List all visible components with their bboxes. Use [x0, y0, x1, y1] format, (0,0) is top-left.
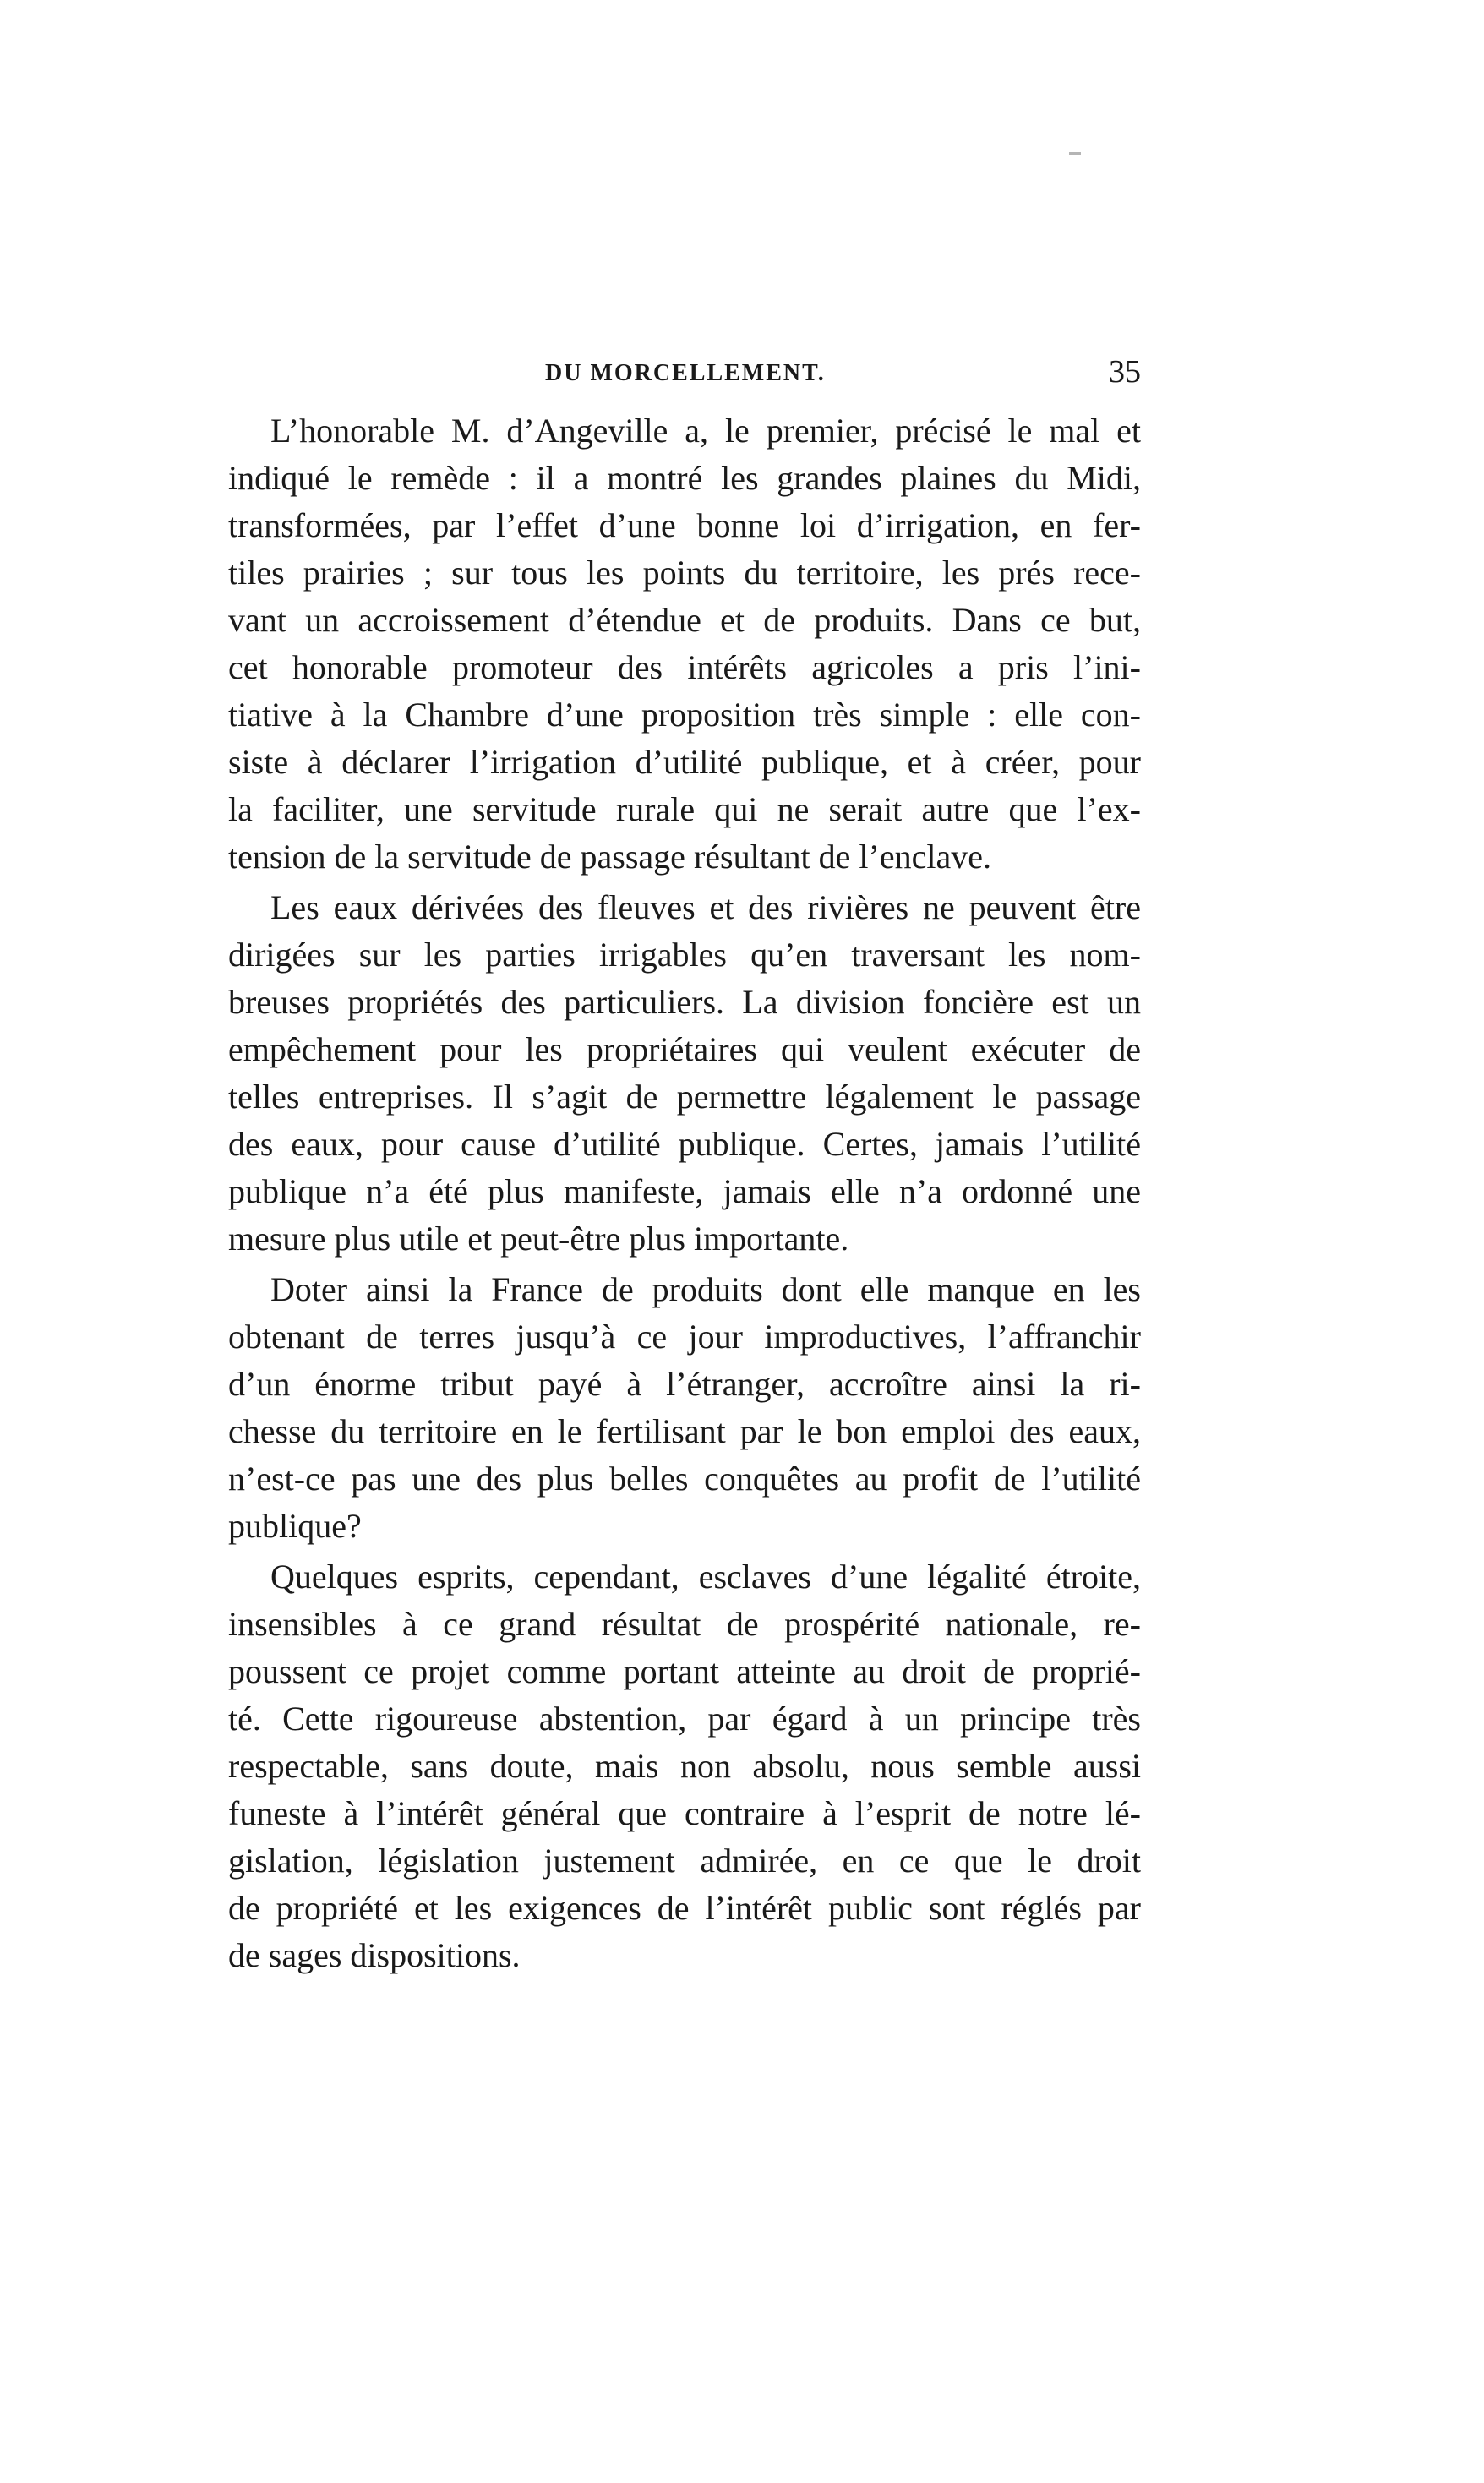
paragraph-4	[228, 1553, 1141, 1979]
text-line: la faciliter, une servitude rurale qui ne serait autre que l’ex-	[228, 790, 1141, 828]
text-line: de sages dispositions.	[228, 1936, 521, 1974]
text-line: tension de la servitude de passage résultant de l’enclave.	[228, 838, 991, 876]
text-line: chesse du territoire en le fertilisant par le bon emploi des eaux,	[228, 1412, 1141, 1450]
text-line: breuses propriétés des particuliers. La division foncière est un	[228, 983, 1141, 1021]
text-line: obtenant de terres jusqu’à ce jour improductives, l’affranchir	[228, 1318, 1141, 1356]
text-line: publique n’a été plus manifeste, jamais elle n’a ordonné une	[228, 1172, 1141, 1210]
text-line: insensibles à ce grand résultat de prospérité nationale, re-	[228, 1605, 1141, 1643]
text-line: respectable, sans doute, mais non absolu, nous semble aussi	[228, 1747, 1141, 1785]
paragraph-1	[228, 407, 1141, 881]
page-number: 35	[1109, 354, 1141, 390]
text-line: Quelques esprits, cependant, esclaves d’une légalité étroite,	[270, 1558, 1141, 1596]
paragraph-2	[228, 884, 1141, 1263]
text-line: publique?	[228, 1507, 362, 1545]
text-line: L’honorable M. d’Angeville a, le premier, précisé le mal et	[270, 412, 1141, 450]
text-line: gislation, législation justement admirée, en ce que le droit	[228, 1842, 1141, 1880]
running-title: DU MORCELLEMENT.	[545, 360, 826, 386]
text-line: dirigées sur les parties irrigables qu’en traversant les nom-	[228, 936, 1141, 974]
text-line: de propriété et les exigences de l’intérêt public sont réglés par	[228, 1889, 1141, 1927]
page-header	[228, 353, 1141, 401]
text-line: d’un énorme tribut payé à l’étranger, accroître ainsi la ri-	[228, 1365, 1141, 1403]
text-line: indiqué le remède : il a montré les grandes plaines du Midi,	[228, 459, 1141, 497]
body-text	[228, 407, 1141, 1983]
text-line: vant un accroissement d’étendue et de produits. Dans ce but,	[228, 601, 1141, 639]
text-line: mesure plus utile et peut-être plus importante.	[228, 1220, 849, 1258]
text-line: n’est-ce pas une des plus belles conquêtes au profit de l’utilité	[228, 1460, 1141, 1498]
text-line: Les eaux dérivées des fleuves et des rivières ne peuvent être	[270, 888, 1141, 926]
paragraph-3	[228, 1266, 1141, 1550]
text-line: Doter ainsi la France de produits dont elle manque en les	[270, 1270, 1141, 1308]
text-line: empêchement pour les propriétaires qui veulent exécuter de	[228, 1030, 1141, 1068]
text-line: transformées, par l’effet d’une bonne loi d’irrigation, en fer-	[228, 506, 1141, 544]
scan-speck	[1069, 152, 1081, 155]
text-line: cet honorable promoteur des intérêts agricoles a pris l’ini-	[228, 648, 1141, 686]
text-line: des eaux, pour cause d’utilité publique. Certes, jamais l’utilité	[228, 1125, 1141, 1163]
text-line: tiles prairies ; sur tous les points du territoire, les prés rece-	[228, 554, 1141, 592]
text-line: funeste à l’intérêt général que contraire à l’esprit de notre lé-	[228, 1794, 1141, 1832]
text-line: tiative à la Chambre d’une proposition très simple : elle con-	[228, 696, 1141, 734]
text-line: té. Cette rigoureuse abstention, par égard à un principe très	[228, 1700, 1141, 1738]
text-line: telles entreprises. Il s’agit de permettre légalement le passage	[228, 1078, 1141, 1116]
text-line: siste à déclarer l’irrigation d’utilité publique, et à créer, pour	[228, 743, 1141, 781]
text-line: poussent ce projet comme portant atteinte au droit de proprié-	[228, 1652, 1141, 1690]
